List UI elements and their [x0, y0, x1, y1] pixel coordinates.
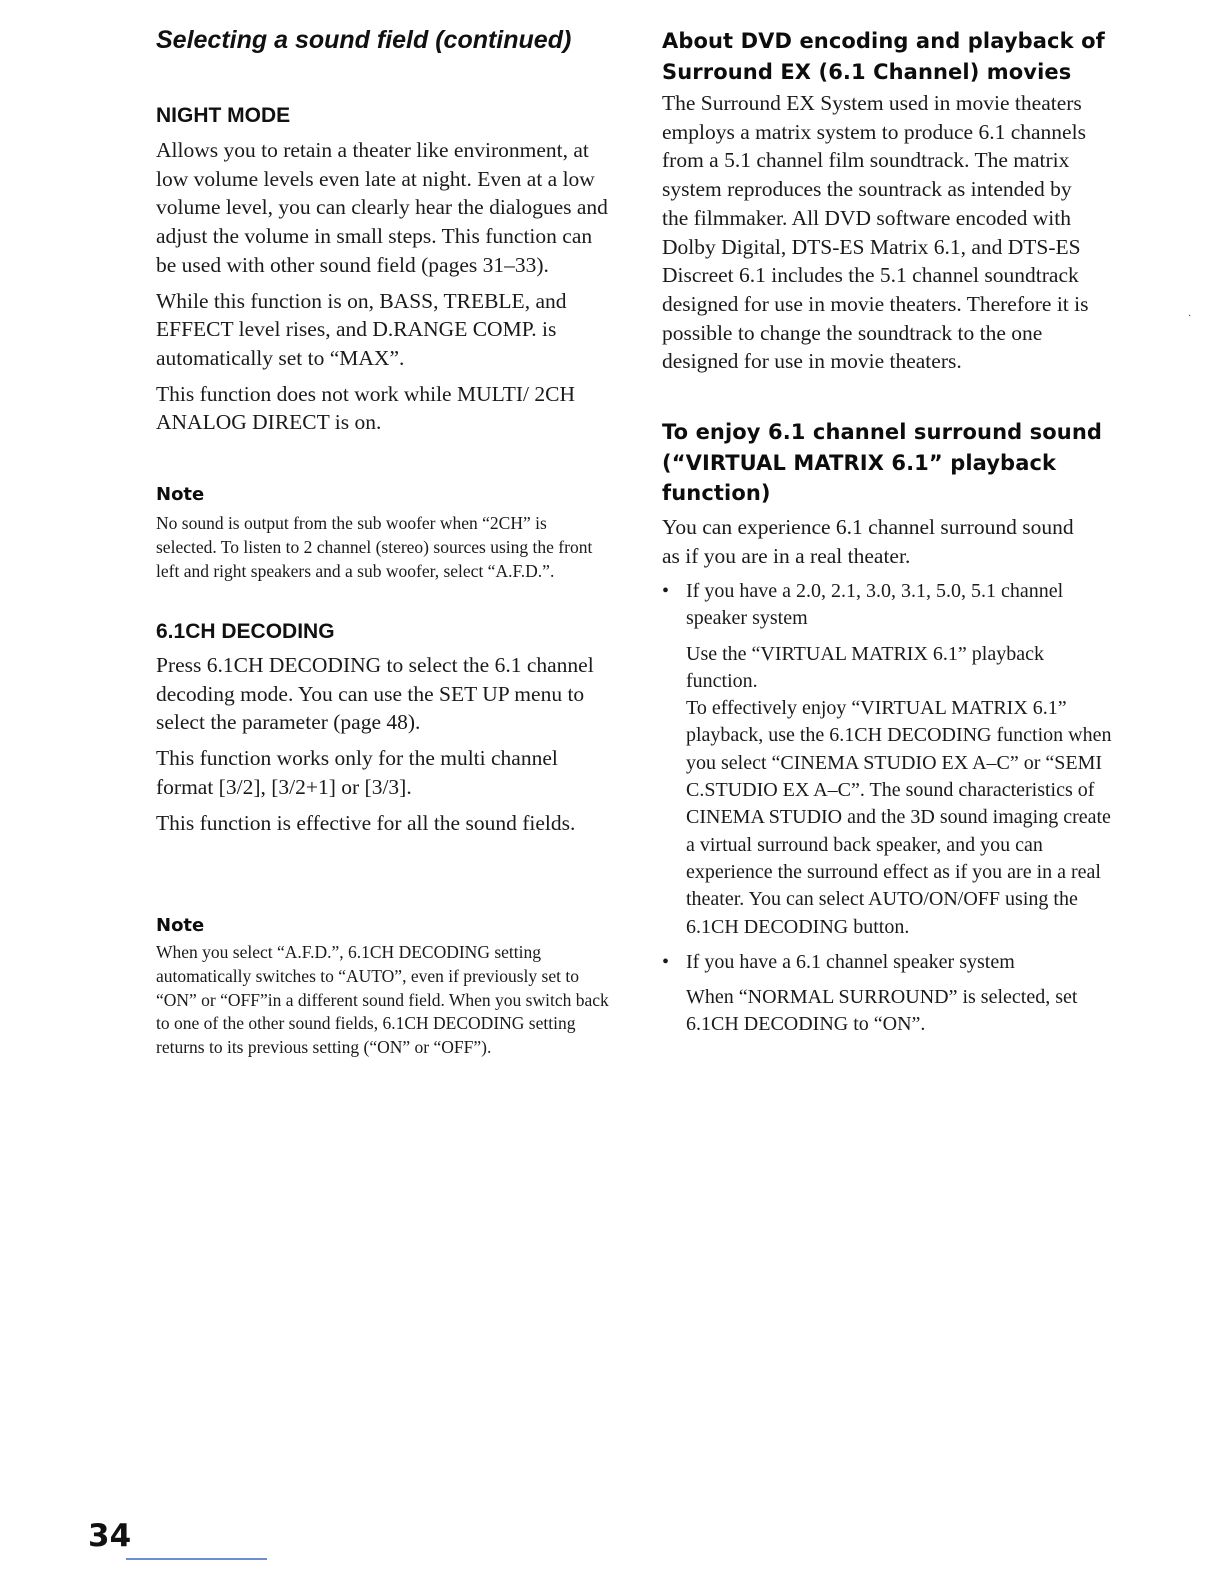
enjoy-heading: To enjoy 6.1 channel surround sound (“VIRTUAL MATRIX 6.1” playback function) — [662, 420, 1103, 505]
night-mode-section — [156, 136, 616, 437]
night-mode-heading: NIGHT MODE — [156, 104, 291, 127]
decoding-paragraph-2: This function works only for the multi channel format [3/2], [3/2+1] or [3/3]. — [156, 746, 558, 799]
decoding-heading: 6.1CH DECODING — [156, 620, 335, 643]
night-mode-paragraph-1: Allows you to retain a theater like environment, at low volume levels even late at night. Even at a low volume level, you can clearly hear the dialogues and adjust the volume in small steps. This function can be used with other sound field (pages 31–33). — [156, 138, 608, 277]
enjoy-bullets — [662, 578, 1117, 1039]
about-paragraph: The Surround EX System used in movie theaters employs a matrix system to produce 6.1 channels from a 5.1 channel film soundtrack. The matrix system reproduces the sountrack as intended by the filmmaker. All DVD software encoded with Dolby Digital, DTS-ES Matrix 6.1, and DTS-ES Discreet 6.1 includes the 5.1 channel soundtrack designed for use in movie theaters. Therefore it is possible to change the soundtrack to the one designed for use in movie theaters. — [662, 91, 1089, 374]
about-heading: About DVD encoding and playback of Surround EX (6.1 Channel) movies — [662, 29, 1105, 84]
page-number: 34 — [88, 1518, 132, 1554]
decoding-section — [156, 651, 616, 837]
bullet-item-speaker-system-6-1: • If you have a 6.1 channel speaker system — [662, 949, 1117, 976]
decoding-paragraph-1: Press 6.1CH DECODING to select the 6.1 channel decoding mode. You can use the SET UP menu to select the parameter (page 48). — [156, 653, 594, 735]
bullet-item-speaker-system-5-1: • If you have a 2.0, 2.1, 3.0, 3.1, 5.0, 5.1 channel speaker system — [662, 578, 1117, 633]
enjoy-intro: You can experience 6.1 channel surround sound as if you are in a real theater. — [662, 515, 1074, 568]
decoding-note-text: When you select “A.F.D.”, 6.1CH DECODING setting automatically switches to “AUTO”, even if previously set to “ON” or “OFF”in a different sound field. When you switch back to one of the other sound fields, 6.1CH DECODING setting returns to its previous setting (“ON” or “OFF”). — [156, 942, 609, 1058]
bullet-1-paragraph-1: Use the “VIRTUAL MATRIX 6.1” playback function. — [686, 642, 1044, 692]
decoding-note-heading: Note — [156, 915, 205, 936]
page-number-rule — [126, 1558, 267, 1560]
night-mode-paragraph-3: This function does not work while MULTI/ 2CH ANALOG DIRECT is on. — [156, 381, 576, 435]
night-mode-note-heading: Note — [156, 484, 205, 505]
bullet-2-paragraph-1: When “NORMAL SURROUND” is selected, set 6.1CH DECODING to “ON”. — [686, 986, 1078, 1036]
night-mode-paragraph-2: While this function is on, BASS, TREBLE, and EFFECT level rises, and D.RANGE COMP. is automatically set to “MAX”. — [156, 288, 567, 370]
night-mode-note-text: No sound is output from the sub woofer when “2CH” is selected. To listen to 2 channel (stereo) sources using the front left and right speakers and a sub woofer, select “A.F.D.”. — [156, 513, 593, 581]
scan-speck: · — [1188, 311, 1192, 322]
bullet-1-paragraph-2: To effectively enjoy “VIRTUAL MATRIX 6.1” playback, use the 6.1CH DECODING function when you select “CINEMA STUDIO EX A–C” or “SEMI C.STUDIO EX A–C”. The sound characteristics of CINEMA STUDIO and the 3D sound imaging create a virtual surround back speaker, and you can experience the surround effect as if you are in a real theater. You can select AUTO/ON/OFF using the 6.1CH DECODING button. — [686, 697, 1112, 938]
decoding-paragraph-3: This function is effective for all the sound fields. — [156, 810, 576, 835]
running-head: Selecting a sound field (continued) — [156, 26, 572, 54]
